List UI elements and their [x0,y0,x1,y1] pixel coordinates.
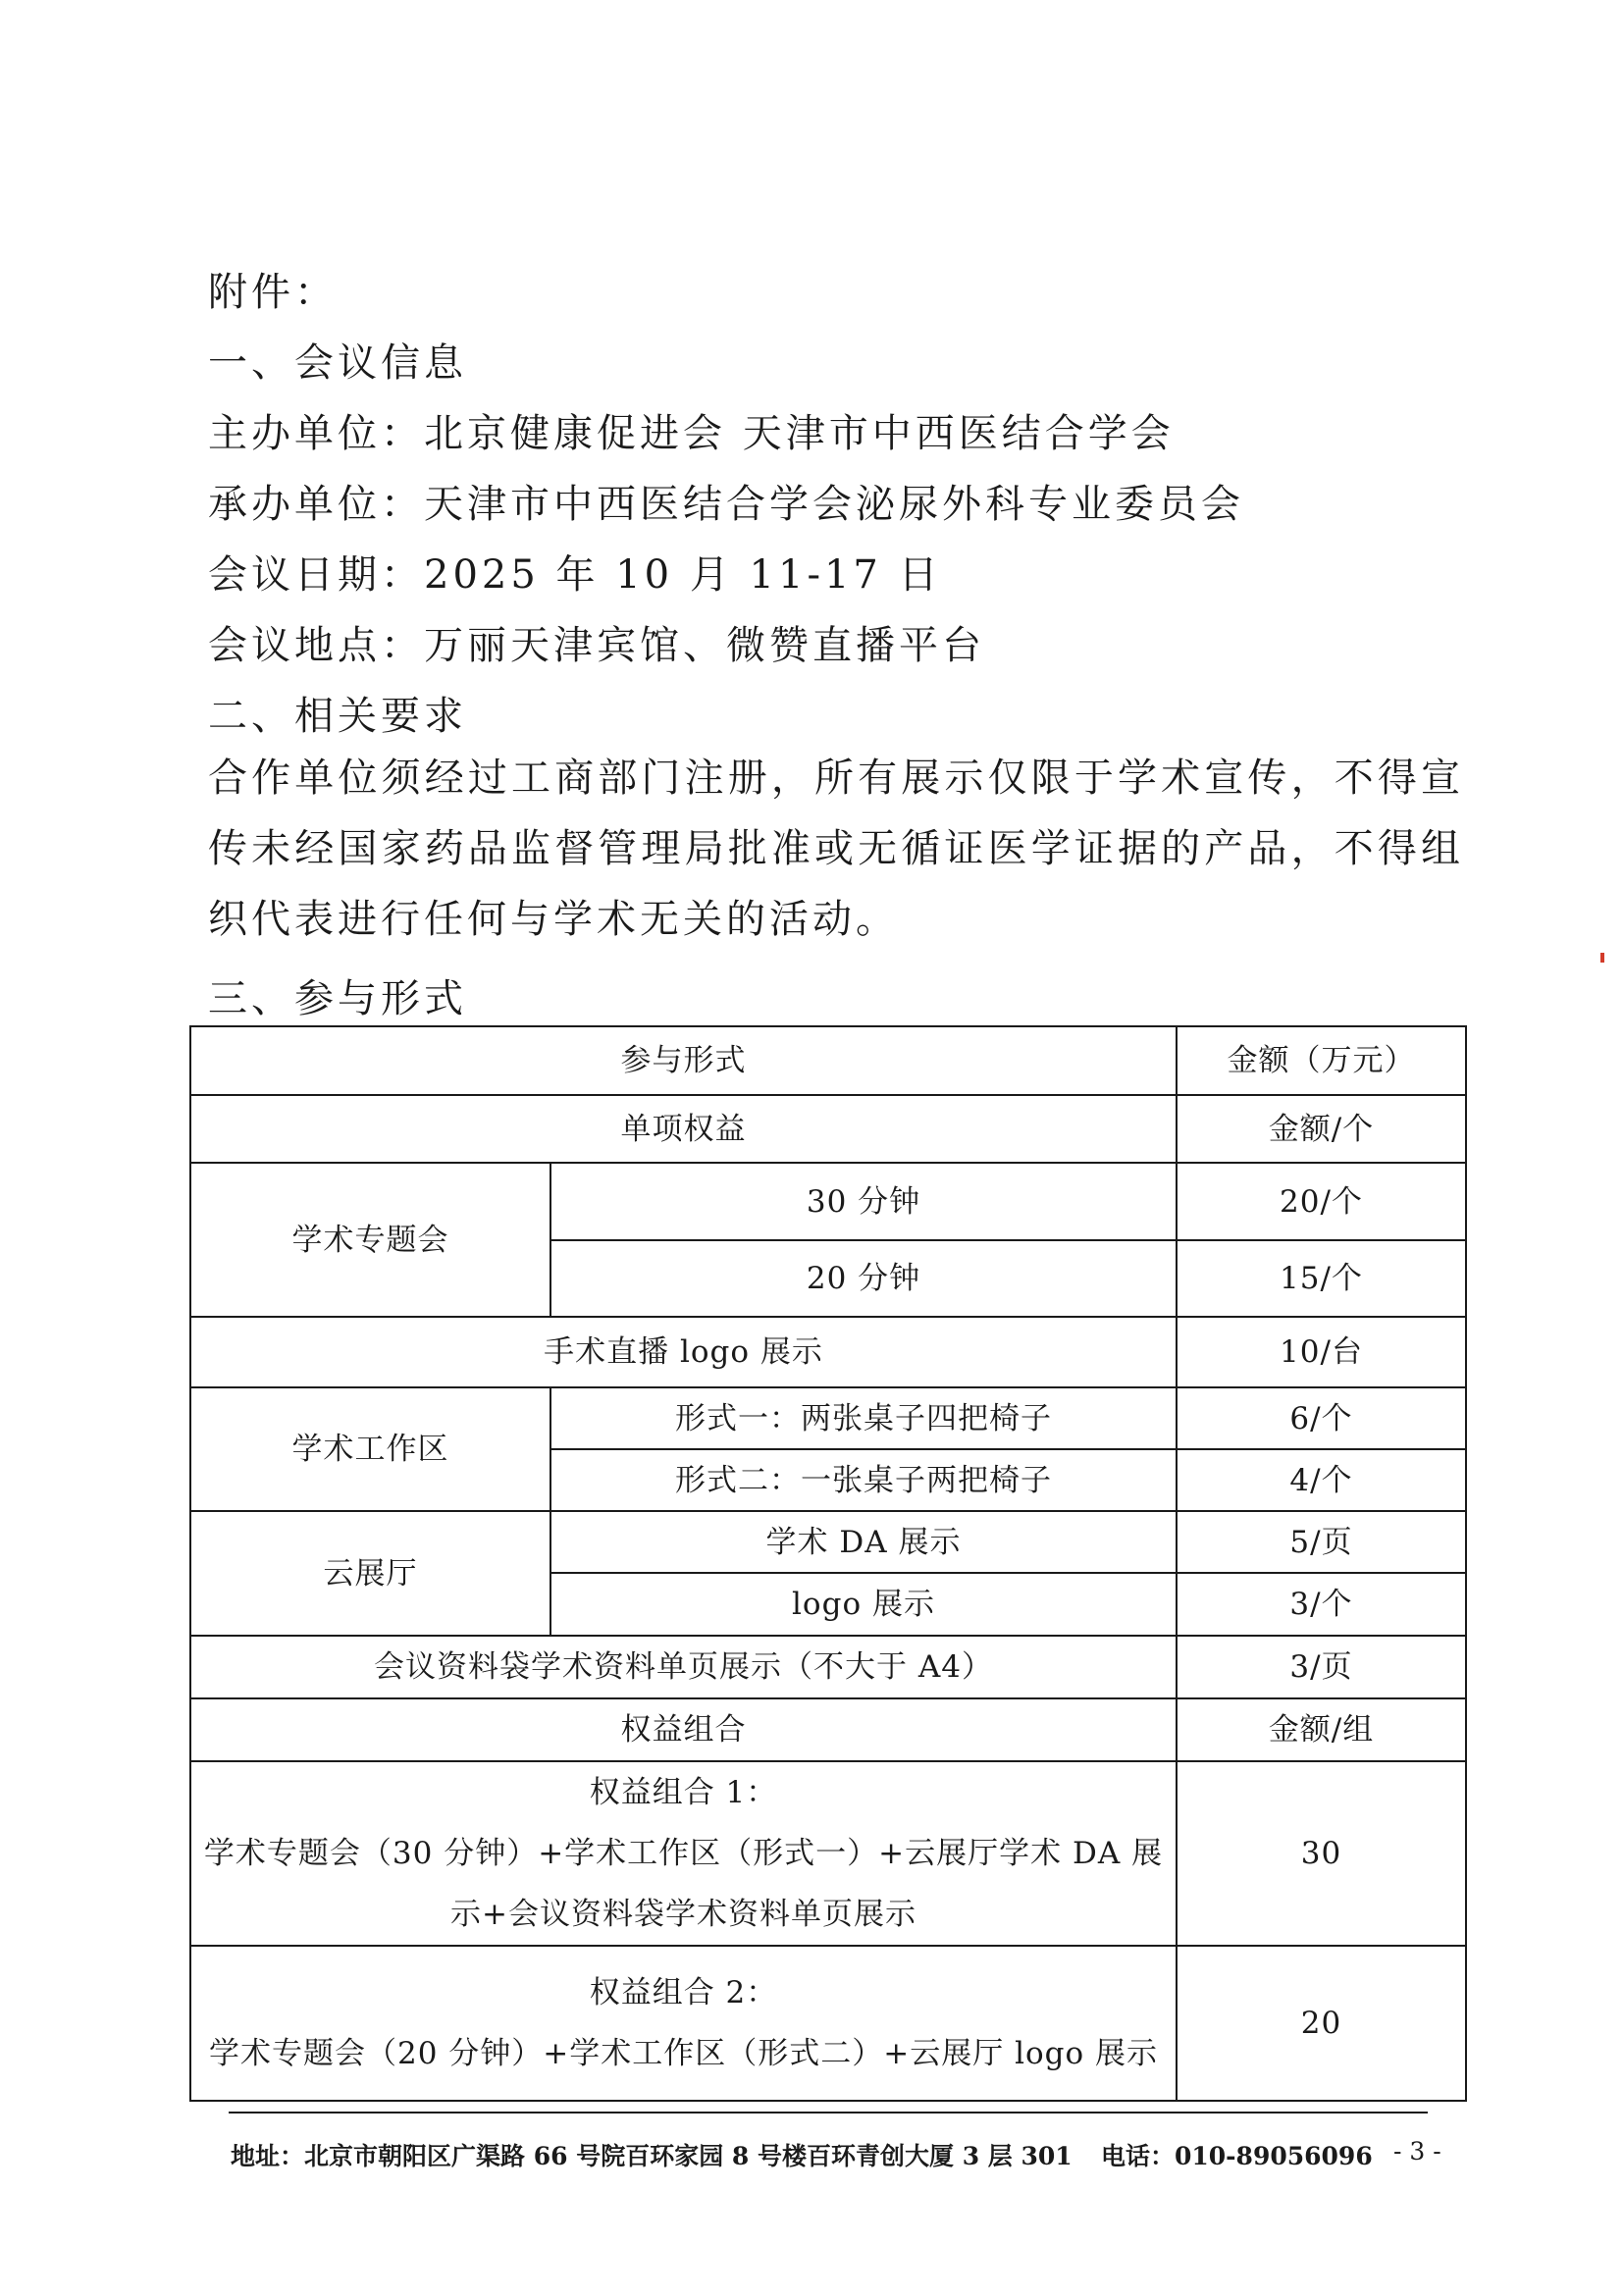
cloud-logo-cell: logo 展示 [550,1573,1177,1636]
table-row [190,1511,1466,1573]
combo1-title: 权益组合 1： [589,1775,778,1810]
workspace-label-cell: 学术工作区 [190,1387,550,1511]
cloud-da-cell: 学术 DA 展示 [550,1511,1177,1573]
meeting-date-line: 会议日期：2025 年 10 月 11-17 日 [208,552,942,598]
combo1-price: 30 [1177,1761,1466,1946]
cloud-logo-price: 3/个 [1177,1573,1466,1636]
workspace-form1-cell: 形式一：两张桌子四把椅子 [550,1387,1177,1449]
single-rights-header: 单项权益 [190,1095,1177,1163]
table-row [190,1317,1466,1387]
lecture-20-price: 15/个 [1177,1240,1466,1317]
meeting-venue-line: 会议地点：万丽天津宾馆、微赞直播平台 [208,623,985,668]
section-heading-meeting-info: 一、会议信息 [208,340,467,386]
combo2-line1: 学术专题会（20 分钟）+学术工作区（形式二）+云展厅 logo 展示 [208,2036,1159,2071]
cloud-da-price: 5/页 [1177,1511,1466,1573]
table-row [190,1761,1466,1946]
combo-amount-header: 金额/组 [1177,1698,1466,1761]
scan-mark [1600,953,1604,963]
footer-phone: 电话：010-89056096 [1101,2142,1373,2170]
table-row [190,1163,1466,1240]
bag-page-price: 3/页 [1177,1636,1466,1698]
combo2-title: 权益组合 2： [589,1975,778,2010]
combo1-line2: 示+会议资料袋学术资料单页展示 [450,1897,916,1932]
lecture-20-cell: 20 分钟 [550,1240,1177,1317]
attachment-label: 附件： [208,270,338,315]
co-organizer-line: 承办单位：天津市中西医结合学会泌尿外科专业委员会 [208,482,1244,527]
combo2-cell [190,1946,1177,2101]
combo1-line1: 学术专题会（30 分钟）+学术工作区（形式一）+云展厅学术 DA 展 [203,1836,1164,1871]
lecture-30-price: 20/个 [1177,1163,1466,1240]
workspace-form2-price: 4/个 [1177,1449,1466,1511]
table-row [190,1946,1466,2101]
surgery-logo-price: 10/台 [1177,1317,1466,1387]
single-amount-header: 金额/个 [1177,1095,1466,1163]
header-amount-cell: 金额（万元） [1177,1026,1466,1095]
footer-divider [229,2112,1428,2113]
bag-page-cell: 会议资料袋学术资料单页展示（不大于 A4） [190,1636,1177,1698]
section-heading-participation: 三、参与形式 [208,976,467,1021]
participation-table [189,1025,1467,2102]
combo2-price: 20 [1177,1946,1466,2101]
page-number: - 3 - [1393,2137,1441,2166]
table-row [190,1095,1466,1163]
surgery-logo-cell: 手术直播 logo 展示 [190,1317,1177,1387]
table-row [190,1026,1466,1095]
organizer-line: 主办单位：北京健康促进会 天津市中西医结合学会 [208,411,1175,456]
combo1-cell [190,1761,1177,1946]
header-form-cell: 参与形式 [190,1026,1177,1095]
section-heading-requirements: 二、相关要求 [208,694,467,739]
combo-header-cell: 权益组合 [190,1698,1177,1761]
lecture-label-cell: 学术专题会 [190,1163,550,1317]
workspace-form2-cell: 形式二：一张桌子两把椅子 [550,1449,1177,1511]
lecture-30-cell: 30 分钟 [550,1163,1177,1240]
workspace-form1-price: 6/个 [1177,1387,1466,1449]
table-row [190,1636,1466,1698]
footer-address: 地址：北京市朝阳区广渠路 66 号院百环家园 8 号楼百环青创大厦 3 层 301 [231,2142,1073,2170]
table-row [190,1698,1466,1761]
table-row [190,1387,1466,1449]
requirements-paragraph: 合作单位须经过工商部门注册，所有展示仅限于学术宣传，不得宣传未经国家药品监督管理局批准或无循证医学证据的产品，不得组织代表进行任何与学术无关的活动。 [208,756,1464,942]
cloud-label-cell: 云展厅 [190,1511,550,1636]
